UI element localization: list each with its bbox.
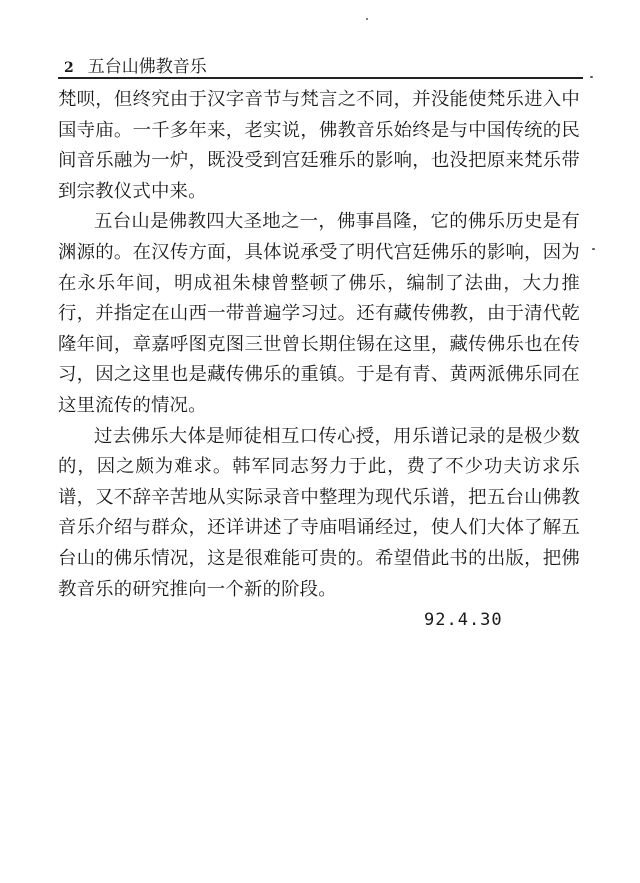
scan-speck [592,248,595,250]
body-text [58,85,580,605]
date-line: 92.4.30 [424,610,503,630]
running-header [64,55,584,79]
header-rule [58,77,583,79]
book-title: 五台山佛教音乐 [87,57,207,77]
page-number: 2 [64,60,74,76]
paragraph-1: 梵呗，但终究由于汉字音节与梵言之不同，并没能使梵乐进入中国寺庙。一千多年来，老实说，佛教音乐始终是与中国传统的民间音乐融为一炉，既没受到宫廷雅乐的影响，也没把原来梵乐带到宗教仪式中来。 [58,89,580,202]
paragraph-2: 五台山是佛教四大圣地之一，佛事昌隆，它的佛乐历史是有渊源的。在汉传方面，具体说承受了明代宫廷佛乐的影响，因为在永乐年间，明成祖朱棣曾整顿了佛乐，编制了法曲，大力推行，并指定在山西一带普遍学习过。还有藏传佛教，由于清代乾隆年间，章嘉呼图克图三世曾长期住锡在这里，藏传佛乐也在传习，因之这里也是藏传佛乐的重镇。于是有青、黄两派佛乐同在这里流传的情况。 [58,211,580,416]
scan-speck [366,18,368,20]
paragraph-3: 过去佛乐大体是师徒相互口传心授，用乐谱记录的是极少数的，因之颇为难求。韩军同志努力于此，费了不少功夫访求乐谱，又不辞辛苦地从实际录音中整理为现代乐谱，把五台山佛教音乐介绍与群众，还详讲述了寺庙唱诵经过，使人们大体了解五台山的佛乐情况，这是很难能可贵的。希望借此书的出版，把佛教音乐的研究推向一个新的阶段。 [58,425,580,600]
scan-speck [590,76,593,78]
